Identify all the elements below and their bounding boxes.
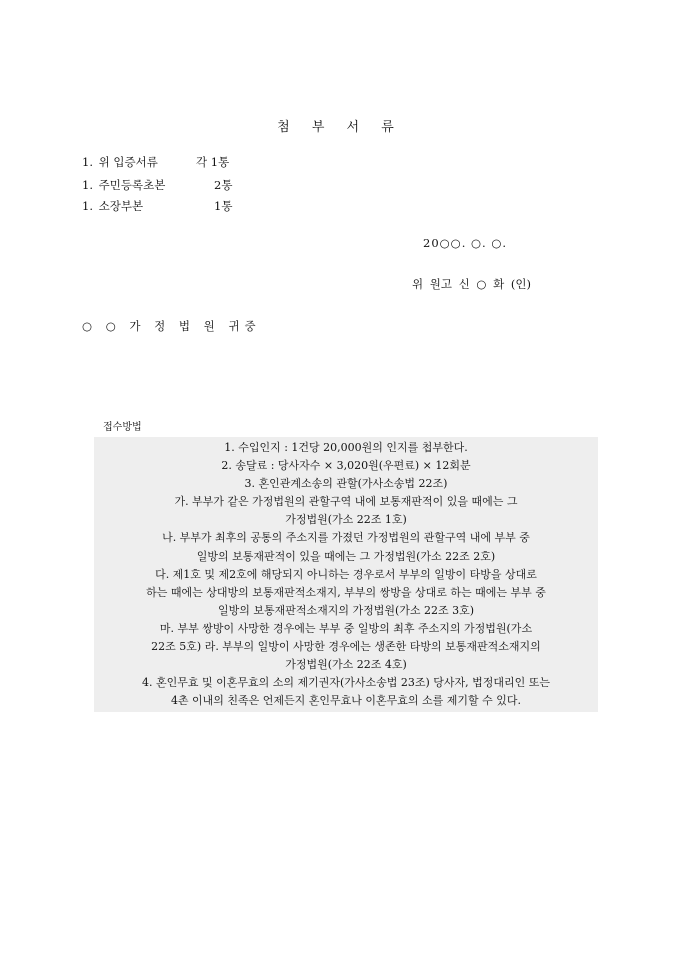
attachment-item [82,177,233,193]
method-line: 4. 혼인무효 및 이혼무효의 소의 제기권자(가사소송법 23조) 당사자, 법정대리인 또는 [141,676,551,690]
method-line: 가. 부부가 같은 가정법원의 관할구역 내에 보통재판적이 있을 때에는 그 [174,495,518,509]
attachment-name: 주민등록초본 [98,178,166,192]
attachment-item [82,154,230,170]
method-line: 일방의 보통재판적소재지의 가정법원(가소 22조 3호) [217,603,475,617]
attachment-name: 위 입증서류 [98,155,158,169]
attachment-number: 1. [82,199,93,213]
method-line: 일방의 보통재판적이 있을 때에는 그 가정법원(가소 22조 2호) [196,549,496,563]
attachment-number: 1. [82,178,93,192]
method-line: 2. 송달료 : 당사자수 × 3,020원(우편료) × 12회분 [221,459,471,473]
method-line: 4촌 이내의 친족은 언제든지 혼인무효나 이혼무효의 소를 제기할 수 있다. [170,694,522,708]
method-line: 가정법원(가소 22조 1호) [285,513,407,527]
method-line: 하는 때에는 상대방의 보통재판적소재지, 부부의 쌍방을 상대로 하는 때에는 부부 중 [146,585,546,599]
attachment-count: 2통 [214,178,233,192]
attachment-number: 1. [82,155,93,169]
court-addressee: ○ ○ 가 정 법 원 귀중 [82,319,261,333]
attachment-count: 각 1통 [196,155,230,169]
attachment-count: 1통 [214,199,233,213]
applicant-signature: 위 원고 신 ○ 화 (인) [412,277,531,291]
method-line: 1. 수입인지 : 1건당 20,000원의 인지를 첩부한다. [224,441,468,454]
method-line: 다. 제1호 및 제2호에 해당되지 아니하는 경우로서 부부의 일방이 타방을 상대로 [155,567,537,581]
method-line: 마. 부부 쌍방이 사망한 경우에는 부부 중 일방의 최후 주소지의 가정법원(가소 [159,621,533,635]
method-line: 가정법원(가소 22조 4호) [285,658,407,672]
filing-method-box [94,437,598,712]
attachment-item [82,198,233,214]
method-line: 나. 부부가 최후의 공통의 주소지를 가졌던 가정법원의 관할구역 내에 부부 중 [162,531,530,545]
method-line: 22조 5호) 라. 부부의 일방이 사망한 경우에는 생존한 타방의 보통재판적소재지의 [151,640,541,654]
attachment-name: 소장부본 [98,199,144,213]
method-line: 3. 혼인관계소송의 관할(가사소송법 22조) [244,477,448,491]
filing-method-label: 접수방법 [103,422,142,433]
document-title: 첨 부 서 류 [277,120,403,135]
document-date: 20○○. ○. ○. [423,236,508,250]
